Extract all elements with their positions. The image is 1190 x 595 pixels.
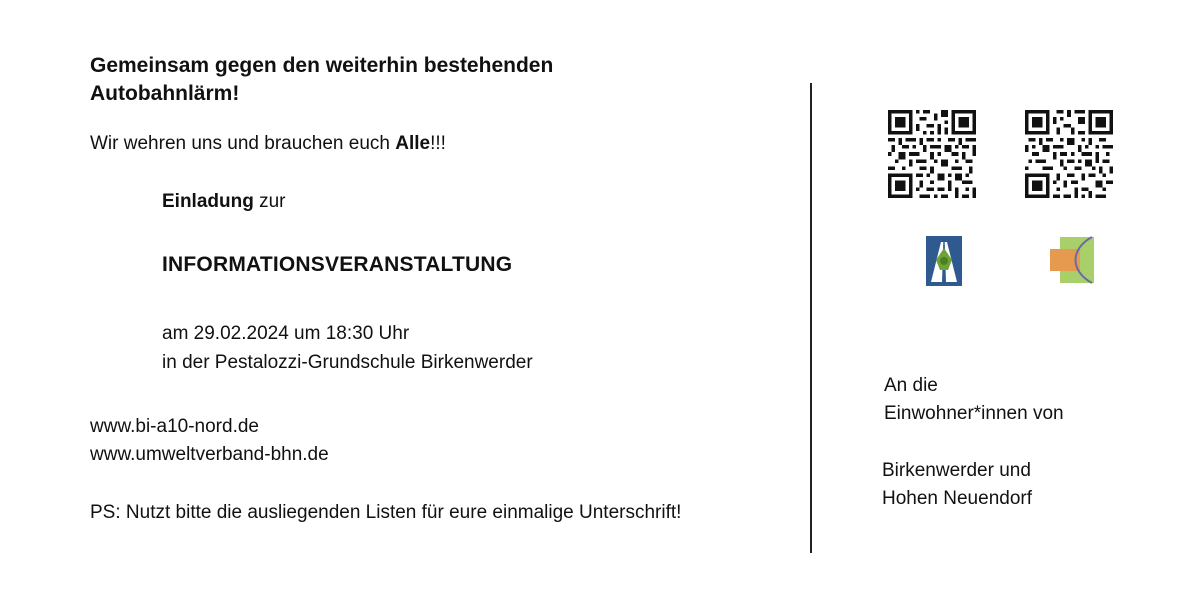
umweltverband-logo-icon	[1048, 235, 1096, 285]
intro-text-after: !!!	[430, 133, 446, 154]
postscript: PS: Nutzt bitte die ausliegenden Listen für eure einmalige Unterschrift!	[90, 502, 682, 523]
heading-line-2: Autobahnlärm!	[90, 82, 240, 105]
address-line-1: An die	[884, 375, 938, 396]
address-towns	[882, 457, 1032, 513]
intro-text-before: Wir wehren uns und brauchen euch	[90, 133, 396, 154]
website-links	[90, 413, 329, 469]
event-details	[162, 319, 533, 377]
heading-line-1: Gemeinsam gegen den weiterhin bestehenden	[90, 54, 554, 77]
address-line-4: Hohen Neuendorf	[882, 488, 1032, 509]
event-date: am 29.02.2024 um 18:30 Uhr	[162, 323, 410, 344]
event-location: in der Pestalozzi-Grundschule Birkenwerder	[162, 352, 533, 373]
invitation-rest: zur	[253, 191, 286, 212]
link-bi-a10[interactable]: www.bi-a10-nord.de	[90, 416, 259, 437]
qr-code-icon	[888, 110, 976, 198]
address-line-2: Einwohner*innen von	[884, 403, 1064, 424]
qr-code-icon	[1025, 110, 1113, 198]
address-block	[884, 372, 1064, 428]
invitation-bold: Einladung	[162, 191, 254, 212]
intro-bold-word: Alle	[395, 133, 431, 154]
intro-text	[90, 131, 446, 157]
autobahn-logo-icon	[926, 236, 962, 286]
card-divider	[810, 83, 812, 553]
card-heading	[90, 52, 730, 108]
address-line-3: Birkenwerder und	[882, 460, 1031, 481]
event-title: INFORMATIONSVERANSTALTUNG	[162, 253, 513, 276]
invitation-text	[162, 189, 286, 215]
link-umweltverband[interactable]: www.umweltverband-bhn.de	[90, 444, 329, 465]
